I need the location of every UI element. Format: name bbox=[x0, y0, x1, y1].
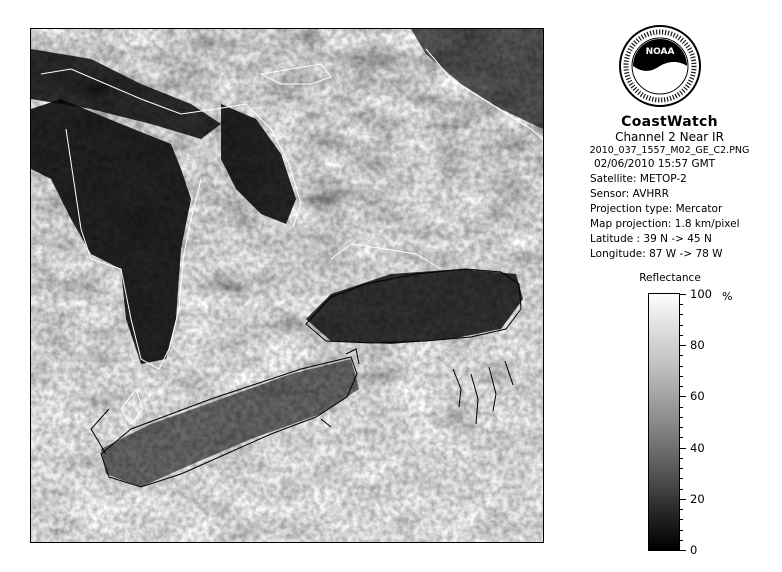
projection-type: Projection type: Mercator bbox=[590, 203, 723, 215]
colorbar-minor-tick bbox=[679, 519, 683, 520]
colorbar-major-tick bbox=[679, 448, 686, 449]
colorbar-minor-tick bbox=[679, 407, 683, 408]
colorbar-major-tick bbox=[679, 345, 686, 346]
channel-subtitle: Channel 2 Near IR bbox=[615, 130, 724, 144]
colorbar-minor-tick bbox=[679, 376, 683, 377]
colorbar-minor-tick bbox=[679, 489, 683, 490]
sensor: Sensor: AVHRR bbox=[590, 188, 669, 200]
colorbar-minor-tick bbox=[679, 540, 683, 541]
colorbar-major-tick bbox=[679, 294, 686, 295]
colorbar-minor-tick bbox=[679, 427, 683, 428]
colorbar-minor-tick bbox=[679, 304, 683, 305]
colorbar-minor-tick bbox=[679, 468, 683, 469]
colorbar-tick-label: 40 bbox=[690, 441, 705, 455]
colorbar-tick-label: 0 bbox=[690, 543, 698, 557]
colorbar-label: Reflectance bbox=[639, 272, 701, 284]
colorbar-tick-label: 20 bbox=[690, 492, 705, 506]
colorbar-minor-tick bbox=[679, 458, 683, 459]
colorbar-tick-label: 100 bbox=[690, 287, 712, 301]
colorbar-minor-tick bbox=[679, 386, 683, 387]
colorbar-major-tick bbox=[679, 499, 686, 500]
noaa-logo bbox=[618, 24, 702, 108]
colorbar-unit: % bbox=[722, 290, 733, 303]
datetime: 02/06/2010 15:57 GMT bbox=[594, 158, 716, 170]
colorbar-minor-tick bbox=[679, 355, 683, 356]
map-projection: Map projection: 1.8 km/pixel bbox=[590, 218, 740, 230]
colorbar-minor-tick bbox=[679, 478, 683, 479]
longitude-range: Longitude: 87 W -> 78 W bbox=[590, 248, 723, 260]
latitude-range: Latitude : 39 N -> 45 N bbox=[590, 233, 712, 245]
app-title: CoastWatch bbox=[621, 114, 718, 130]
image-speckle bbox=[31, 29, 543, 542]
colorbar bbox=[648, 293, 680, 551]
image-filename: 2010_037_1557_M02_GE_C2.PNG bbox=[589, 145, 750, 156]
metadata-panel bbox=[562, 114, 777, 262]
colorbar-minor-tick bbox=[679, 366, 683, 367]
colorbar-minor-tick bbox=[679, 509, 683, 510]
colorbar-tick-label: 80 bbox=[690, 338, 705, 352]
colorbar-tick-label: 60 bbox=[690, 389, 705, 403]
colorbar-minor-tick bbox=[679, 437, 683, 438]
colorbar-major-tick bbox=[679, 550, 686, 551]
colorbar-minor-tick bbox=[679, 530, 683, 531]
satellite: Satellite: METOP-2 bbox=[590, 173, 687, 185]
colorbar-minor-tick bbox=[679, 314, 683, 315]
noaa-emblem-text: NOAA bbox=[645, 47, 675, 57]
colorbar-minor-tick bbox=[679, 325, 683, 326]
colorbar-minor-tick bbox=[679, 335, 683, 336]
colorbar-minor-tick bbox=[679, 417, 683, 418]
satellite-image bbox=[30, 28, 544, 543]
colorbar-major-tick bbox=[679, 396, 686, 397]
